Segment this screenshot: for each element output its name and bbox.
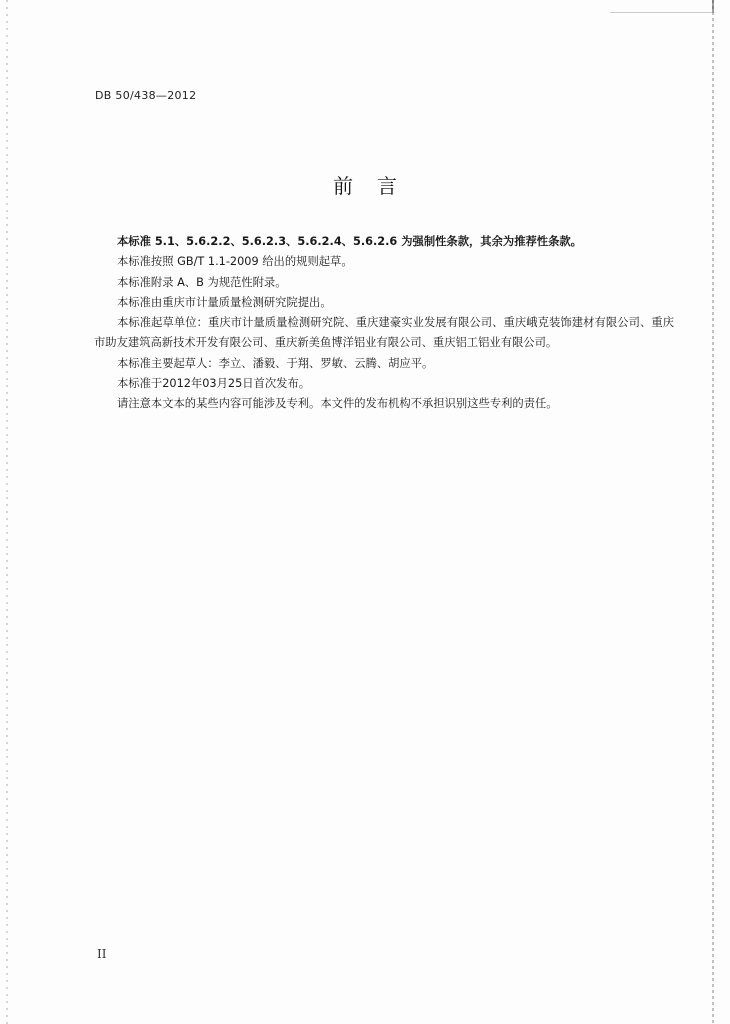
paragraph-drafting-rules: 本标准按照 GB/T 1.1-2009 给出的规则起草。 [117, 255, 353, 269]
scan-edge-left [6, 0, 8, 1024]
paragraph-drafting-units: 本标准起草单位：重庆市计量质量检测研究院、重庆建豪实业发展有限公司、重庆峨克装饰建材有限公司、重庆市助友建筑高新技术开发有限公司、重庆新美鱼博洋铝业有限公司、重庆铝工铝业有限公司。 [94, 316, 674, 350]
paragraph-proposer: 本标准由重庆市计量质量检测研究院提出。 [117, 295, 332, 309]
page-title: 前言 [333, 174, 421, 198]
paragraph-drafters: 本标准主要起草人：李立、潘毅、于翔、罗敏、云腾、胡应平。 [117, 356, 434, 370]
document-code: DB 50/438—2012 [95, 89, 197, 102]
page-number: II [97, 947, 107, 961]
foreword-body [94, 232, 674, 415]
paragraph-patent-notice: 请注意本文本的某些内容可能涉及专利。本文件的发布机构不承担识别这些专利的责任。 [117, 397, 558, 411]
paragraph-annexes: 本标准附录 A、B 为规范性附录。 [117, 275, 287, 289]
scan-edge-right [712, 0, 714, 1024]
paragraph-mandatory-clauses: 本标准 5.1、5.6.2.2、5.6.2.3、5.6.2.4、5.6.2.6 为强制性条款，其余为推荐性条款。 [117, 235, 582, 248]
scan-corner-mark [610, 0, 714, 13]
paragraph-release-date: 本标准于2012年03月25日首次发布。 [117, 377, 311, 391]
